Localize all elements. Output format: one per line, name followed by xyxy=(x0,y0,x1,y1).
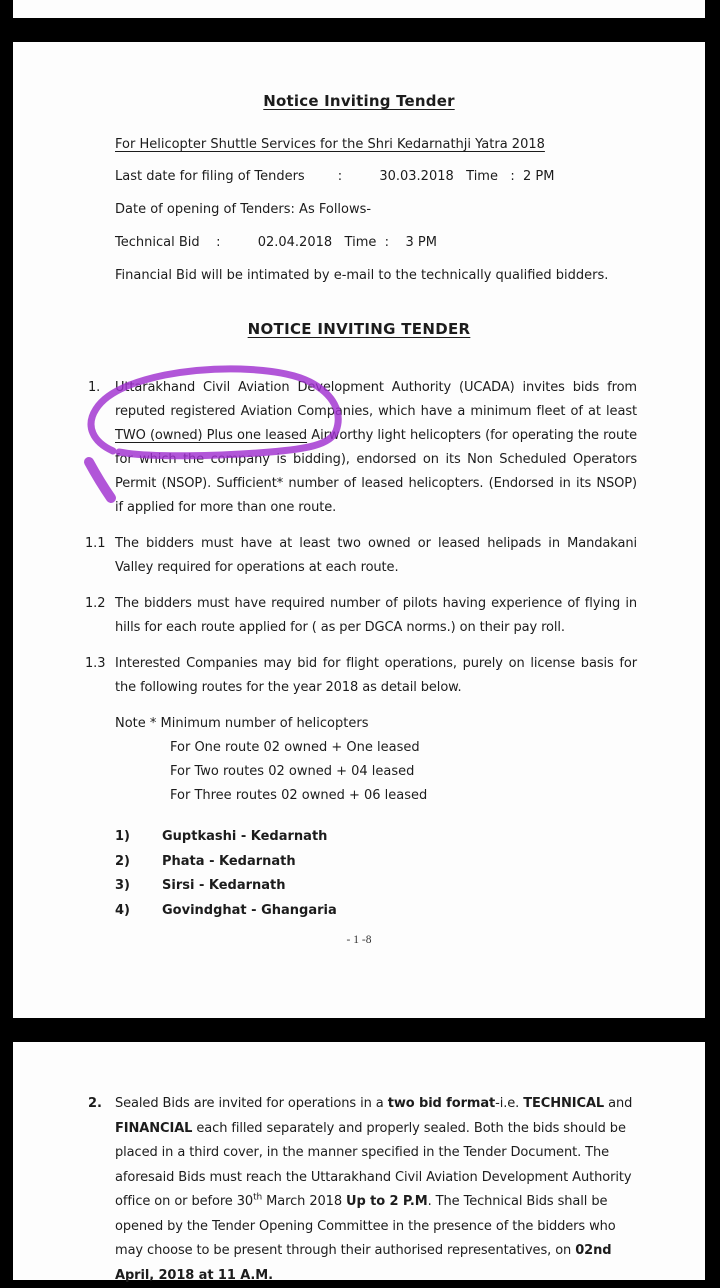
last-date-line: Last date for filing of Tenders : 30.03.2018 Time : 2 PM xyxy=(115,169,555,184)
technical-bid-line: Technical Bid : 02.04.2018 Time : 3 PM xyxy=(115,235,437,250)
document-page-1 xyxy=(13,42,705,1018)
paragraph-1-1-text: The bidders must have at least two owned or leased helipads in Mandakani Valley required for operations at each route. xyxy=(115,536,637,575)
note-line-two-routes: For Two routes 02 owned + 04 leased xyxy=(170,764,415,779)
paragraph-2-bold-two-bid-format: two bid format xyxy=(387,1096,496,1111)
paragraph-1-text-b: Airworthy light helicopters (for operating the route for which the company is bidding), endorsed on its Non Scheduled Operators Permit (NSOP). Sufficient* number of leased helicopters. (Endorsed in its NSOP) if applied for more than one route. xyxy=(115,428,637,515)
paragraph-2-text-a: Sealed Bids are invited for operations in a xyxy=(115,1096,388,1111)
paragraph-2-bold-up-to-2pm: Up to 2 P.M xyxy=(346,1194,428,1209)
paragraph-2-text-c: and xyxy=(604,1096,633,1111)
page-number-footer: - 1 -8 xyxy=(346,934,372,946)
page-title xyxy=(13,92,705,110)
section-heading xyxy=(13,320,705,338)
route-1-number: 1) xyxy=(115,829,130,844)
route-2-name: Phata - Kedarnath xyxy=(162,853,296,869)
route-item-4 xyxy=(13,899,705,924)
previous-page-edge xyxy=(13,0,705,18)
note-line-three-routes: For Three routes 02 owned + 06 leased xyxy=(170,788,428,803)
note-heading: Note * Minimum number of helicopters xyxy=(115,716,369,731)
route-1-name: Guptkashi - Kedarnath xyxy=(162,829,328,844)
paragraph-1-1 xyxy=(13,532,637,580)
paragraph-2-text-e: March 2018 xyxy=(262,1194,347,1209)
ordinal-superscript: th xyxy=(253,1192,263,1203)
financial-bid-line: Financial Bid will be intimated by e-mail to the technically qualified bidders. xyxy=(115,268,609,283)
paragraph-1-2-number: 1.2 xyxy=(85,596,106,611)
paragraph-2 xyxy=(13,1092,633,1288)
paragraph-2-bold-technical: TECHNICAL xyxy=(523,1096,605,1111)
paragraph-2-bold-opening-datetime: 02nd April, 2018 at 11 A.M. xyxy=(115,1243,612,1283)
opening-date-line: Date of opening of Tenders: As Follows- xyxy=(115,202,372,217)
paragraph-1-1-number: 1.1 xyxy=(85,536,106,551)
page-title-text: Notice Inviting Tender xyxy=(263,92,455,110)
paragraph-1-3-text: Interested Companies may bid for flight operations, purely on license basis for the following routes for the year 2018 as detail below. xyxy=(115,656,637,695)
paragraph-1-2-text: The bidders must have required number of pilots having experience of flying in hills for each route applied for ( as per DGCA norms.) on their pay roll. xyxy=(115,596,637,635)
route-4-number: 4) xyxy=(115,902,130,918)
route-4-name: Govindghat - Ghangaria xyxy=(162,902,337,918)
paragraph-1-3 xyxy=(13,652,637,700)
route-3-number: 3) xyxy=(115,878,130,893)
paragraph-1-number: 1. xyxy=(88,380,101,395)
route-2-number: 2) xyxy=(115,853,130,869)
route-3-name: Sirsi - Kedarnath xyxy=(162,878,286,893)
paragraph-1-underlined-phrase: TWO (owned) Plus one leased xyxy=(115,428,308,443)
routes-list xyxy=(13,825,705,923)
note-line-one-route: For One route 02 owned + One leased xyxy=(170,740,420,755)
paragraph-2-text-b: -i.e. xyxy=(495,1096,524,1111)
route-item-3 xyxy=(13,874,705,899)
paragraph-1-3-number: 1.3 xyxy=(85,656,106,671)
paragraph-1-text-a: Uttarakhand Civil Aviation Development Authority (UCADA) invites bids from reputed registered Aviation Companies, which have a minimum fleet of at least xyxy=(115,380,637,419)
paragraph-1-2 xyxy=(13,592,637,640)
route-item-2 xyxy=(13,850,705,875)
document-subtitle-text: For Helicopter Shuttle Services for the Shri Kedarnathji Yatra 2018 xyxy=(115,137,545,152)
document-page-2 xyxy=(13,1042,705,1283)
paragraph-2-text-d: each filled separately and properly sealed. Both the bids should be placed in a third cover, in the manner specified in the Tender Document. The aforesaid Bids must reach the Uttarakhand Civil Aviation Development Authority office on or before 30 xyxy=(115,1120,632,1209)
document-subtitle xyxy=(115,137,637,152)
paragraph-1 xyxy=(13,376,637,520)
route-item-1 xyxy=(13,825,705,850)
paragraph-2-text-f: . The Technical Bids shall be opened by the Tender Opening Committee in the presence of the bidders who may choose to be present through their authorised representatives, on xyxy=(115,1194,616,1258)
section-heading-text: NOTICE INVITING TENDER xyxy=(247,320,471,338)
paragraph-2-number: 2. xyxy=(88,1096,102,1111)
paragraph-2-bold-financial: FINANCIAL xyxy=(115,1120,193,1136)
